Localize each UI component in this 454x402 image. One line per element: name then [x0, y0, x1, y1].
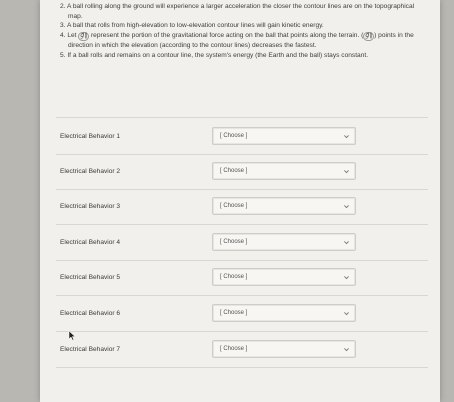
chevron-down-icon [343, 133, 350, 140]
instructions-list [60, 2, 420, 61]
chevron-down-icon [343, 310, 350, 317]
row-label: Electrical Behavior 3 [60, 203, 121, 210]
matching-row-1 [56, 127, 428, 163]
divider [56, 224, 428, 225]
select-value: [ Choose ] [220, 203, 248, 209]
choose-select-5[interactable] [212, 268, 356, 286]
choose-select-4[interactable] [212, 233, 356, 251]
instruction-item: 5. If a ball rolls and remains on a contour line, the system's energy (the Earth and the ball) stays constant. [60, 51, 369, 59]
divider [56, 154, 428, 155]
divider [56, 331, 428, 332]
divider [56, 260, 428, 261]
row-label: Electrical Behavior 6 [60, 310, 121, 317]
choose-select-2[interactable] [212, 162, 356, 180]
matching-row-2 [56, 162, 428, 198]
divider [56, 295, 428, 296]
divider [56, 117, 428, 118]
matching-row-6 [56, 304, 428, 340]
select-value: [ Choose ] [220, 239, 248, 245]
matching-row-5 [56, 268, 428, 304]
select-value: [ Choose ] [220, 133, 248, 139]
instruction-item: 4. Let g⃗∥ represent the portion of the gravitational force acting on the ball that points along the terrain. ( g⃗∥ ) points in the direction in which the elevation (according to the contour lines) decreases the fastest. [60, 32, 414, 50]
matching-row-4 [56, 233, 428, 269]
instruction-item: 3. A ball that rolls from high-elevation to low-elevation contour lines will gain kinetic energy. [60, 22, 324, 30]
row-label: Electrical Behavior 1 [60, 133, 121, 140]
select-value: [ Choose ] [220, 168, 248, 174]
chevron-down-icon [343, 274, 350, 281]
row-label: Electrical Behavior 5 [60, 274, 121, 281]
choose-select-6[interactable] [212, 304, 356, 322]
matching-row-3 [56, 197, 428, 233]
row-label: Electrical Behavior 4 [60, 239, 121, 246]
g-parallel-symbol: g⃗∥ [365, 33, 373, 40]
select-value: [ Choose ] [220, 274, 248, 280]
instruction-item: 2. A ball rolling along the ground will experience a larger acceleration the closer the contour lines are on the topographical map. [60, 3, 415, 20]
select-value: [ Choose ] [220, 310, 248, 316]
matching-row-7 [56, 340, 428, 376]
mouse-pointer-icon [68, 330, 76, 341]
choose-select-7[interactable] [212, 340, 356, 358]
chevron-down-icon [343, 346, 350, 353]
choose-select-3[interactable] [212, 197, 356, 215]
row-label: Electrical Behavior 2 [60, 168, 121, 175]
chevron-down-icon [343, 168, 350, 175]
divider [56, 189, 428, 190]
g-parallel-symbol: g⃗∥ [80, 33, 88, 40]
divider [56, 367, 428, 368]
choose-select-1[interactable] [212, 127, 356, 145]
select-value: [ Choose ] [220, 346, 248, 352]
quiz-page [40, 0, 440, 402]
chevron-down-icon [343, 203, 350, 210]
chevron-down-icon [343, 239, 350, 246]
row-label: Electrical Behavior 7 [60, 346, 121, 353]
